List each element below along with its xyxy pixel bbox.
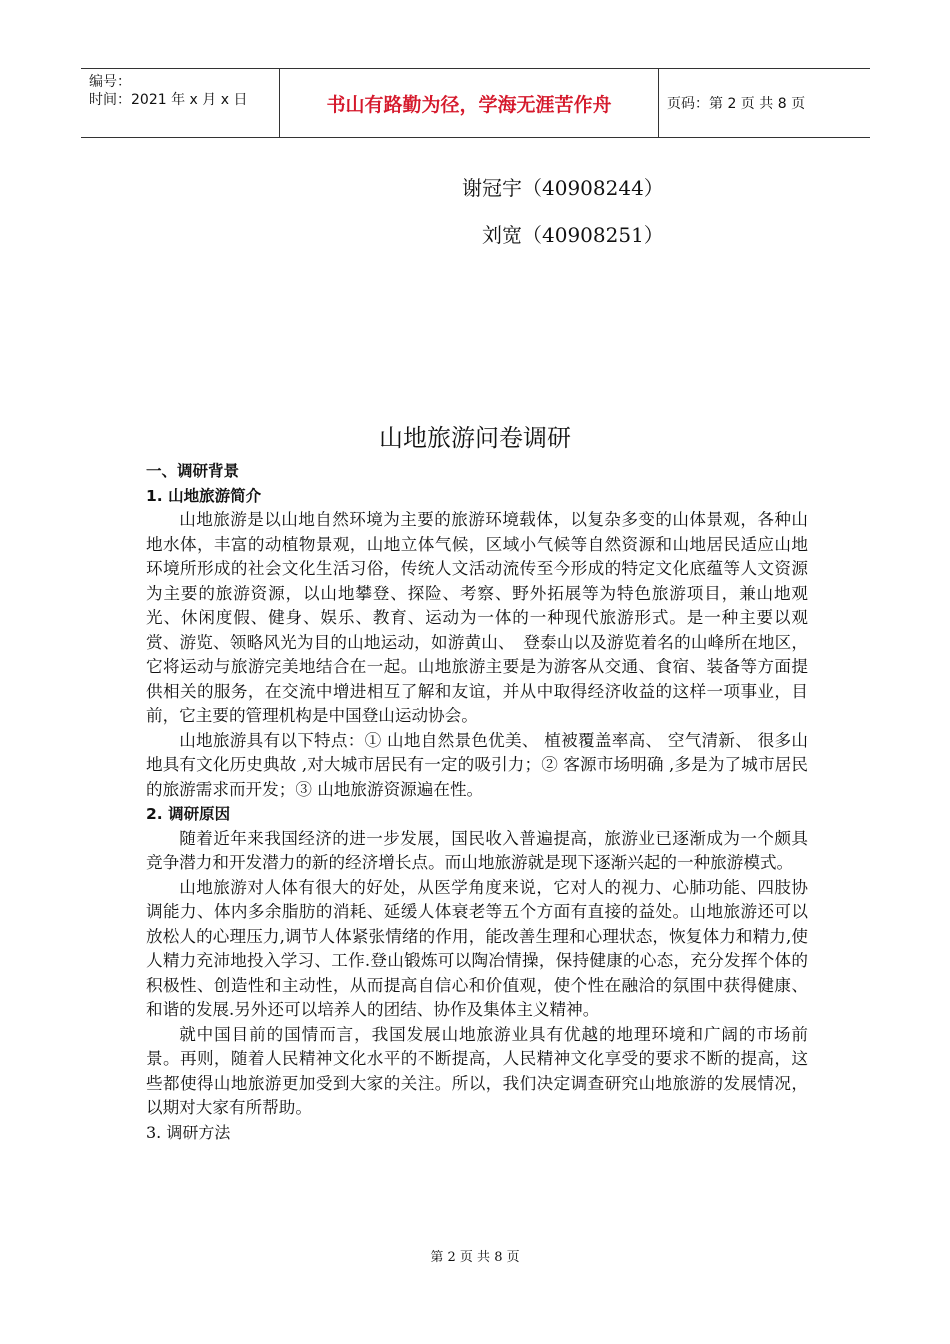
author-2: 刘宽（40908251） xyxy=(482,223,664,247)
subsection-heading: 3. 调研方法 xyxy=(146,1122,231,1142)
subsection-heading: 2. 调研原因 xyxy=(146,805,231,823)
section-heading: 一、调研背景 xyxy=(146,462,240,480)
header-page-info: 页码：第 2 页 共 8 页 xyxy=(667,96,806,112)
subsection-heading: 1. 山地旅游简介 xyxy=(146,486,262,505)
author-1: 谢冠宇（40908244） xyxy=(462,176,664,200)
number-label: 编号： xyxy=(89,74,131,90)
page-header xyxy=(81,68,870,138)
paragraph: 山地旅游对人体有很大的好处，从医学角度来说，它对人的视力、心肺功能、四肢协调能力、体内多余脂肪的消耗、延缓人体衰老等五个方面有直接的益处。山地旅游还可以放松人的心理压力,调节人体紧张情绪的作用，能改善生理和心理状态，恢复体力和精力,使人精力充沛地投入学习、工作.登山锻炼可以陶冶情操，保持健康的心态，充分发挥个体的积极性、创造性和主动性，从而提高自信心和价值观，使个性在融洽的氛围中获得健康、和谐的发展.另外还可以培养人的团结、协作及集体主义精神。 xyxy=(146,877,808,1019)
paragraph: 山地旅游具有以下特点：① 山地自然景色优美、 植被覆盖率高、 空气清新、 很多山地具有文化历史典故 ,对大城市居民有一定的吸引力；② 客源市场明确 ,多是为了城市居民的旅游需求而开发；③ 山地旅游资源遍在性。 xyxy=(146,730,808,799)
paragraph: 就中国目前的国情而言，我国发展山地旅游业具有优越的地理环境和广阔的市场前景。再则，随着人民精神文化水平的不断提高，人民精神文化享受的要求不断的提高，这些都使得山地旅游更加受到大家的关注。所以，我们决定调查研究山地旅游的发展情况，以期对大家有所帮助。 xyxy=(146,1024,808,1117)
page-footer: 第 2 页 共 8 页 xyxy=(430,1250,520,1265)
document-title: 山地旅游问卷调研 xyxy=(379,424,571,452)
document-body xyxy=(146,459,808,1145)
header-motto: 书山有路勤为径，学海无涯苦作舟 xyxy=(280,69,659,137)
header-meta xyxy=(81,69,280,137)
time-label: 时间：2021 年 x 月 x 日 xyxy=(89,92,248,108)
paragraph: 随着近年来我国经济的进一步发展，国民收入普遍提高，旅游业已逐渐成为一个颇具竞争潜力和开发潜力的新的经济增长点。而山地旅游就是现下逐渐兴起的一种旅游模式。 xyxy=(146,828,808,872)
paragraph: 山地旅游是以山地自然环境为主要的旅游环境载体，以复杂多变的山体景观，各种山地水体，丰富的动植物景观，山地立体气候，区域小气候等自然资源和山地居民适应山地环境所形成的社会文化生活习俗，传统人文活动流传至今形成的特定文化底蕴等人文资源为主要的旅游资源，以山地攀登、探险、考察、野外拓展等为特色旅游项目，兼山地观光、休闲度假、健身、娱乐、教育、运动为一体的一种现代旅游形式。是一种主要以观赏、游览、领略风光为目的山地运动，如游黄山、 登泰山以及游览着名的山峰所在地区，它将运动与旅游完美地结合在一起。山地旅游主要是为游客从交通、食宿、装备等方面提供相关的服务，在交流中增进相互了解和友谊，并从中取得经济收益的这样一项事业，目前，它主要的管理机构是中国登山运动协会。 xyxy=(146,510,808,725)
